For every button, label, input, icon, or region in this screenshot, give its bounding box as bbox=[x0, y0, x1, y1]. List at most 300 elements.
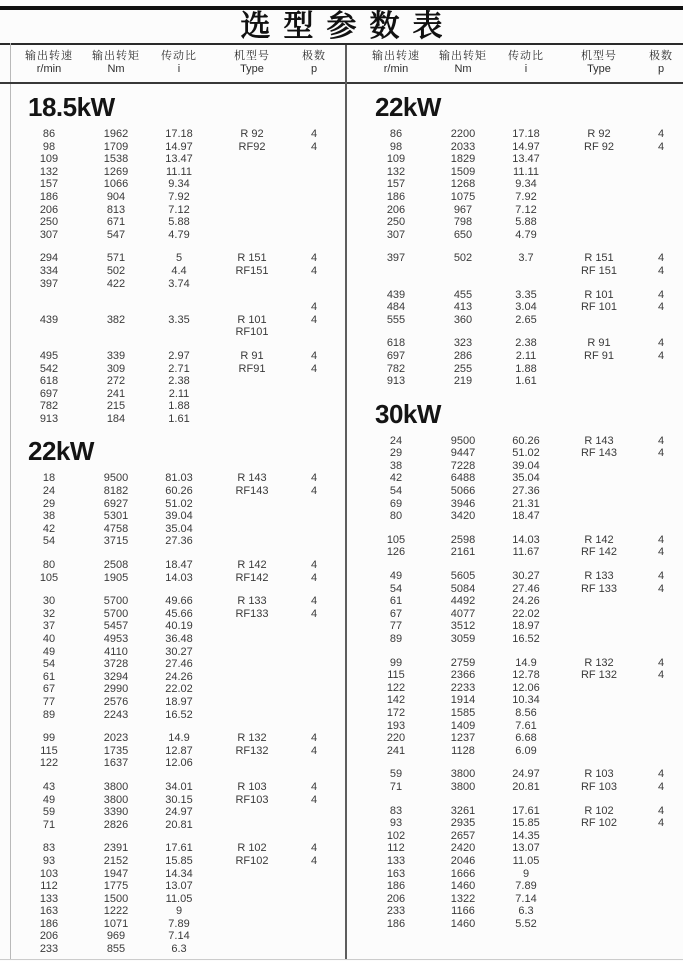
cell-ratio: 7.12 bbox=[515, 203, 537, 216]
cell-type: R 133 bbox=[584, 570, 614, 583]
row-group bbox=[0, 781, 345, 831]
row-group bbox=[347, 337, 683, 387]
cell-type bbox=[557, 868, 641, 881]
cell-torque: 1066 bbox=[103, 178, 129, 191]
cell-type bbox=[210, 930, 294, 943]
table-row bbox=[347, 141, 683, 154]
column-label: 输出转矩 bbox=[92, 50, 140, 62]
cell-torque: 798 bbox=[453, 216, 473, 229]
cell-poles: 4 bbox=[657, 288, 665, 301]
cell-ratio: 17.61 bbox=[512, 804, 540, 817]
cell-poles bbox=[294, 375, 334, 388]
cell-poles bbox=[641, 204, 681, 217]
cell-speed: 43 bbox=[42, 780, 56, 793]
cell-torque: 3294 bbox=[103, 670, 129, 683]
cell-ratio: 81.03 bbox=[165, 472, 193, 485]
cell-torque: 3420 bbox=[450, 510, 476, 523]
cell-speed: 59 bbox=[42, 806, 56, 819]
cell-ratio: 24.26 bbox=[512, 595, 540, 608]
cell-speed: 126 bbox=[386, 546, 406, 559]
cell-torque: 2935 bbox=[450, 817, 476, 830]
cell-type: RF143 bbox=[235, 485, 269, 498]
cell-torque: 382 bbox=[106, 313, 126, 326]
cell-torque: 502 bbox=[106, 264, 126, 277]
cell-torque: 1509 bbox=[450, 165, 476, 178]
cell-type bbox=[210, 535, 294, 548]
cell-poles: 4 bbox=[657, 570, 665, 583]
table-row bbox=[0, 400, 345, 413]
cell-speed: 54 bbox=[389, 485, 403, 498]
cell-poles: 4 bbox=[310, 472, 318, 485]
row-group bbox=[347, 435, 683, 523]
cell-type: RF91 bbox=[238, 362, 266, 375]
cell-type bbox=[210, 943, 294, 956]
cell-torque: 6488 bbox=[450, 472, 476, 485]
row-group bbox=[0, 559, 345, 584]
cell-ratio: 36.48 bbox=[165, 633, 193, 645]
cell-type: R 92 bbox=[587, 128, 611, 140]
cell-speed: 163 bbox=[386, 867, 406, 880]
cell-torque: 502 bbox=[453, 252, 473, 265]
cell-type bbox=[210, 696, 294, 709]
row-group bbox=[0, 472, 345, 548]
cell-type: R 91 bbox=[587, 337, 611, 350]
cell-type bbox=[210, 523, 294, 536]
cell-poles: 4 bbox=[310, 559, 318, 572]
table-row bbox=[347, 595, 683, 608]
table-row bbox=[347, 918, 683, 931]
bottom-border-line bbox=[0, 959, 683, 960]
cell-torque: 422 bbox=[106, 277, 126, 290]
cell-ratio: 16.52 bbox=[512, 633, 540, 645]
column-header-ratio bbox=[495, 50, 557, 76]
cell-poles: 4 bbox=[657, 140, 665, 153]
cell-type bbox=[210, 709, 294, 722]
section-heading-kw: 22kW bbox=[28, 436, 94, 467]
cell-poles bbox=[641, 868, 681, 881]
cell-speed: 307 bbox=[386, 228, 406, 241]
cell-speed: 93 bbox=[389, 817, 403, 830]
cell-ratio: 45.66 bbox=[165, 607, 193, 620]
cell-ratio: 2.65 bbox=[515, 313, 537, 326]
cell-ratio bbox=[148, 301, 210, 314]
cell-speed: 77 bbox=[42, 695, 56, 708]
cell-type bbox=[557, 842, 641, 855]
table-row bbox=[0, 166, 345, 179]
cell-type bbox=[557, 216, 641, 229]
cell-speed: 30 bbox=[42, 595, 56, 608]
cell-torque: 360 bbox=[453, 313, 473, 326]
table-row bbox=[0, 413, 345, 426]
table-row bbox=[0, 375, 345, 388]
cell-torque: 3261 bbox=[450, 804, 476, 817]
table-row bbox=[347, 720, 683, 733]
cell-type: R 142 bbox=[584, 533, 614, 546]
cell-torque: 5066 bbox=[450, 485, 476, 498]
cell-torque: 1500 bbox=[103, 892, 129, 905]
cell-speed: 618 bbox=[386, 337, 406, 350]
cell-poles bbox=[641, 498, 681, 511]
cell-poles: 4 bbox=[310, 595, 318, 608]
table-row bbox=[347, 128, 683, 141]
column-label: 极数 bbox=[649, 50, 673, 62]
cell-torque: 3800 bbox=[103, 780, 129, 793]
cell-speed: 29 bbox=[389, 447, 403, 460]
table-row bbox=[347, 204, 683, 217]
cell-type bbox=[210, 757, 294, 770]
cell-torque: 1237 bbox=[450, 732, 476, 745]
cell-type bbox=[557, 905, 641, 918]
table-row bbox=[347, 707, 683, 720]
cell-torque: 2826 bbox=[103, 818, 129, 831]
cell-speed: 334 bbox=[39, 264, 59, 277]
cell-ratio: 18.97 bbox=[512, 620, 540, 633]
cell-speed: 49 bbox=[389, 570, 403, 583]
table-row bbox=[0, 191, 345, 204]
cell-type bbox=[210, 178, 294, 191]
table-row bbox=[0, 819, 345, 832]
cell-ratio: 60.26 bbox=[165, 485, 193, 498]
cell-torque: 571 bbox=[106, 252, 126, 265]
cell-speed: 49 bbox=[42, 793, 56, 806]
cell-type bbox=[557, 880, 641, 893]
cell-ratio: 14.9 bbox=[515, 656, 537, 669]
cell-type: RF 91 bbox=[584, 349, 614, 362]
cell-speed: 71 bbox=[389, 780, 403, 793]
cell-type: RF 133 bbox=[580, 582, 618, 595]
cell-type bbox=[557, 375, 641, 388]
cell-ratio: 1.61 bbox=[515, 375, 537, 388]
cell-ratio: 51.02 bbox=[512, 447, 540, 460]
cell-speed: 83 bbox=[42, 842, 56, 855]
cell-type bbox=[557, 595, 641, 608]
cell-speed: 112 bbox=[40, 880, 58, 893]
cell-torque: 5084 bbox=[450, 582, 476, 595]
column-header-torque bbox=[84, 50, 148, 76]
cell-torque: 2576 bbox=[103, 695, 129, 708]
cell-speed: 913 bbox=[386, 375, 406, 388]
cell-poles bbox=[294, 633, 334, 646]
column-header-speed bbox=[14, 50, 84, 76]
cell-poles bbox=[641, 178, 681, 191]
cell-torque: 1071 bbox=[103, 917, 129, 930]
cell-speed: 38 bbox=[389, 459, 403, 472]
table-row bbox=[0, 363, 345, 376]
column-header-torque bbox=[431, 50, 495, 76]
cell-type: RF 103 bbox=[580, 780, 618, 793]
table-row bbox=[0, 646, 345, 659]
cell-ratio: 24.26 bbox=[165, 670, 193, 683]
cell-torque: 1322 bbox=[450, 892, 476, 905]
cell-torque: 1709 bbox=[103, 140, 129, 153]
cell-speed: 103 bbox=[39, 867, 59, 880]
cell-ratio: 6.09 bbox=[515, 744, 537, 757]
cell-poles: 4 bbox=[657, 434, 665, 447]
cell-type: RF142 bbox=[235, 571, 269, 584]
cell-type: RF132 bbox=[235, 744, 269, 757]
table-row bbox=[347, 534, 683, 547]
table-row bbox=[347, 350, 683, 363]
table-row bbox=[347, 337, 683, 350]
cell-poles bbox=[294, 620, 334, 633]
row-group bbox=[0, 252, 345, 290]
cell-speed bbox=[14, 301, 84, 314]
table-row bbox=[0, 350, 345, 363]
cell-ratio: 27.46 bbox=[165, 658, 193, 671]
cell-speed: 495 bbox=[39, 349, 59, 362]
cell-poles: 4 bbox=[657, 768, 665, 781]
row-group bbox=[0, 732, 345, 770]
cell-ratio: 7.14 bbox=[168, 930, 190, 943]
cell-ratio: 27.46 bbox=[512, 582, 540, 595]
column-unit: i bbox=[524, 63, 528, 75]
cell-poles: 4 bbox=[657, 582, 665, 595]
cell-torque: 904 bbox=[106, 190, 126, 203]
cell-poles bbox=[641, 314, 681, 327]
table-row bbox=[347, 570, 683, 583]
cell-torque: 413 bbox=[453, 301, 473, 314]
cell-type: RF 132 bbox=[580, 669, 618, 682]
cell-torque: 2046 bbox=[450, 854, 476, 867]
cell-ratio: 40.19 bbox=[165, 620, 193, 633]
cell-speed: 32 bbox=[42, 607, 56, 620]
table-row bbox=[347, 583, 683, 596]
table-row bbox=[0, 485, 345, 498]
table-row bbox=[347, 842, 683, 855]
cell-speed: 24 bbox=[389, 434, 403, 447]
cell-ratio: 12.87 bbox=[165, 744, 193, 757]
cell-type bbox=[557, 608, 641, 621]
table-row bbox=[347, 252, 683, 265]
cell-type: RF151 bbox=[235, 264, 269, 277]
cell-poles bbox=[294, 646, 334, 659]
cell-ratio: 2.38 bbox=[515, 337, 537, 350]
cell-torque: 1962 bbox=[103, 128, 129, 140]
cell-speed: 24 bbox=[42, 485, 56, 498]
cell-poles: 4 bbox=[310, 349, 318, 362]
table-row bbox=[347, 830, 683, 843]
cell-torque: 5301 bbox=[103, 510, 129, 523]
column-unit: p bbox=[310, 63, 318, 75]
cell-speed: 132 bbox=[39, 165, 59, 178]
table-row bbox=[0, 696, 345, 709]
table-row bbox=[0, 229, 345, 242]
cell-ratio: 12.78 bbox=[512, 669, 540, 682]
cell-ratio: 11.11 bbox=[513, 165, 539, 178]
cell-poles: 4 bbox=[657, 780, 665, 793]
column-unit: p bbox=[657, 63, 665, 75]
cell-speed: 38 bbox=[42, 510, 56, 523]
cell-ratio: 22.02 bbox=[512, 607, 540, 620]
column-header-type bbox=[210, 50, 294, 76]
cell-speed: 77 bbox=[389, 620, 403, 633]
column-label: 输出转速 bbox=[25, 50, 73, 62]
table-row bbox=[0, 745, 345, 758]
cell-type: R 151 bbox=[237, 252, 267, 265]
cell-ratio: 27.36 bbox=[512, 485, 540, 498]
cell-ratio: 8.56 bbox=[515, 706, 537, 719]
cell-ratio: 14.97 bbox=[512, 140, 540, 153]
cell-type bbox=[210, 153, 294, 166]
cell-torque: 2420 bbox=[450, 842, 476, 855]
cell-speed: 206 bbox=[39, 930, 59, 943]
table-row bbox=[347, 153, 683, 166]
cell-poles bbox=[294, 819, 334, 832]
cell-poles bbox=[294, 671, 334, 684]
column-header-ratio bbox=[148, 50, 210, 76]
table-row bbox=[0, 535, 345, 548]
row-group bbox=[347, 657, 683, 758]
cell-torque: 1914 bbox=[450, 694, 476, 707]
cell-ratio: 49.66 bbox=[165, 595, 193, 608]
cell-speed: 105 bbox=[39, 571, 59, 584]
cell-torque: 4758 bbox=[103, 522, 129, 535]
cell-ratio: 14.9 bbox=[168, 732, 190, 745]
cell-type bbox=[557, 510, 641, 523]
cell-torque: 1128 bbox=[451, 744, 475, 757]
cell-type: RF101 bbox=[235, 326, 269, 339]
table-row bbox=[347, 855, 683, 868]
row-group bbox=[347, 252, 683, 277]
cell-poles: 4 bbox=[657, 128, 665, 140]
cell-ratio: 3.04 bbox=[515, 301, 537, 314]
cell-type bbox=[557, 166, 641, 179]
column-unit: r/min bbox=[36, 63, 62, 75]
cell-type bbox=[557, 694, 641, 707]
cell-speed: 484 bbox=[386, 301, 406, 314]
row-group bbox=[347, 289, 683, 327]
cell-type: R 103 bbox=[584, 768, 614, 781]
column-label: 传动比 bbox=[508, 50, 544, 62]
cell-poles bbox=[641, 363, 681, 376]
cell-ratio: 14.35 bbox=[512, 829, 540, 842]
cell-speed: 109 bbox=[39, 153, 59, 166]
cell-torque: 323 bbox=[453, 337, 473, 350]
cell-ratio: 13.47 bbox=[512, 153, 540, 166]
cell-speed: 142 bbox=[386, 694, 406, 707]
table-row bbox=[0, 781, 345, 794]
cell-poles: 4 bbox=[310, 301, 318, 314]
cell-speed: 105 bbox=[386, 533, 406, 546]
cell-speed: 89 bbox=[42, 708, 56, 721]
cell-poles bbox=[294, 178, 334, 191]
column-unit: Nm bbox=[454, 63, 472, 75]
cell-type bbox=[210, 868, 294, 881]
cell-poles bbox=[641, 608, 681, 621]
cell-type: RF102 bbox=[235, 854, 269, 867]
cell-poles: 4 bbox=[310, 744, 318, 757]
cell-ratio: 11.05 bbox=[512, 854, 540, 867]
cell-torque: 455 bbox=[453, 288, 473, 301]
cell-poles bbox=[294, 868, 334, 881]
cell-poles bbox=[641, 893, 681, 906]
cell-speed bbox=[361, 265, 431, 278]
cell-torque: 1775 bbox=[103, 880, 129, 893]
cell-ratio: 35.04 bbox=[512, 472, 540, 485]
table-row bbox=[347, 498, 683, 511]
cell-torque: 1585 bbox=[450, 706, 476, 719]
cell-ratio: 13.47 bbox=[165, 153, 193, 166]
cell-ratio: 6.3 bbox=[171, 943, 187, 956]
cell-type bbox=[557, 830, 641, 843]
table-row bbox=[347, 447, 683, 460]
cell-poles bbox=[641, 745, 681, 758]
cell-torque: 2033 bbox=[450, 140, 476, 153]
cell-type bbox=[557, 178, 641, 191]
row-group bbox=[347, 570, 683, 646]
cell-ratio: 3.35 bbox=[515, 288, 537, 301]
cell-ratio: 7.14 bbox=[515, 892, 537, 905]
table-row bbox=[0, 709, 345, 722]
cell-speed: 307 bbox=[39, 228, 59, 241]
cell-poles bbox=[294, 229, 334, 242]
cell-torque: 6927 bbox=[103, 497, 129, 510]
cell-type bbox=[210, 166, 294, 179]
cell-speed: 157 bbox=[386, 178, 406, 191]
table-row bbox=[347, 745, 683, 758]
cell-poles: 4 bbox=[657, 447, 665, 460]
cell-speed: 233 bbox=[386, 905, 406, 918]
cell-poles: 4 bbox=[657, 533, 665, 546]
column-header-poles bbox=[294, 50, 334, 76]
cell-poles bbox=[294, 388, 334, 401]
cell-torque: 2598 bbox=[450, 533, 476, 546]
column-label: 传动比 bbox=[161, 50, 197, 62]
column-headers bbox=[347, 45, 683, 84]
cell-poles bbox=[294, 683, 334, 696]
cell-torque bbox=[84, 301, 148, 314]
cell-type bbox=[210, 413, 294, 426]
cell-poles: 4 bbox=[657, 669, 665, 682]
table-row bbox=[347, 905, 683, 918]
left-table-panel bbox=[0, 45, 347, 959]
cell-ratio: 7.89 bbox=[168, 917, 190, 930]
table-row bbox=[347, 375, 683, 388]
column-label: 极数 bbox=[302, 50, 326, 62]
cell-type: R 101 bbox=[237, 313, 267, 326]
cell-speed: 115 bbox=[387, 669, 405, 682]
column-label: 机型号 bbox=[581, 50, 617, 62]
cell-torque: 547 bbox=[106, 228, 126, 241]
cell-torque: 1460 bbox=[450, 880, 476, 893]
cell-type bbox=[210, 806, 294, 819]
cell-type bbox=[210, 620, 294, 633]
cell-poles bbox=[294, 153, 334, 166]
cell-ratio: 14.34 bbox=[165, 867, 193, 880]
cell-torque: 1538 bbox=[103, 153, 129, 166]
cell-ratio: 3.35 bbox=[168, 313, 190, 326]
cell-poles bbox=[641, 191, 681, 204]
cell-speed: 18 bbox=[42, 472, 56, 485]
cell-type: R 133 bbox=[237, 595, 267, 608]
cell-type: R 102 bbox=[584, 804, 614, 817]
cell-poles bbox=[294, 278, 334, 291]
cell-torque: 241 bbox=[106, 387, 126, 400]
cell-poles bbox=[641, 216, 681, 229]
column-unit: i bbox=[177, 63, 181, 75]
cell-poles: 4 bbox=[657, 264, 665, 277]
table-row bbox=[347, 669, 683, 682]
cell-torque: 3715 bbox=[103, 535, 129, 548]
cell-ratio: 2.11 bbox=[515, 349, 537, 362]
cell-poles bbox=[641, 732, 681, 745]
cell-ratio: 2.38 bbox=[168, 375, 190, 388]
cell-type: R 102 bbox=[237, 842, 267, 855]
cell-poles: 4 bbox=[657, 252, 665, 265]
cell-ratio: 15.85 bbox=[165, 854, 193, 867]
cell-poles bbox=[294, 166, 334, 179]
cell-poles bbox=[294, 893, 334, 906]
